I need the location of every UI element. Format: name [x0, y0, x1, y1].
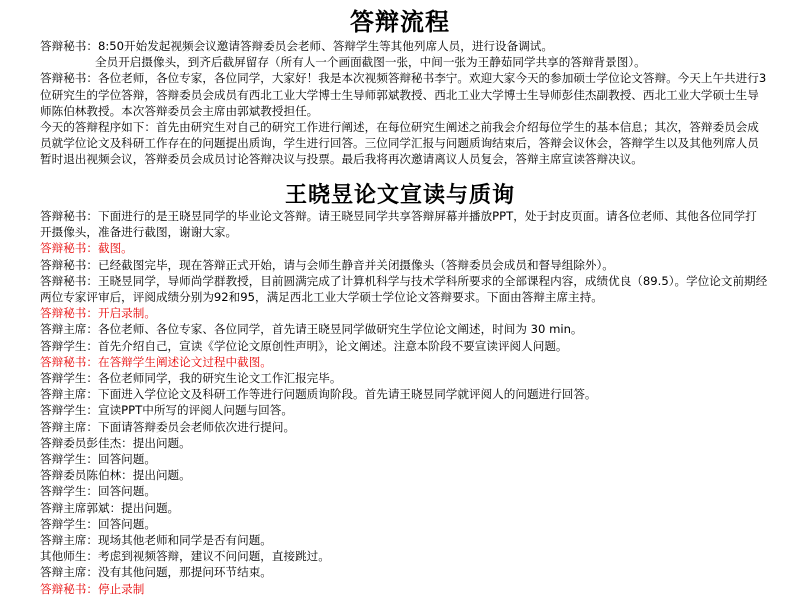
paragraph: 答辩秘书：停止录制 [40, 581, 145, 596]
paragraph: 答辩学生：宣读PPT中所写的评阅人问题与回答。 [40, 403, 293, 418]
paragraph: 答辩学生：回答问题。 [40, 452, 156, 467]
paragraph: 答辩秘书：8:50开始发起视频会议邀请答辩委员会老师、答辩学生等其他列席人员，进行设备调试。 [40, 39, 553, 53]
paragraph: 答辩主席：现场其他老师和同学是否有问题。 [40, 533, 272, 548]
section2-title: 王晓昱论文宣读与质询 [284, 183, 515, 208]
paragraph: 答辩秘书：王晓昱同学，导师尚学群教授，目前圆满完成了计算机科学与技术学科所要求的全部课程内容，成绩优良（89.5）。学位论文前期经两位专家评审后，评阅成绩分别为92和95，满足西北工业大学硕士学位论文答辩要求。下面由答辩主席主持。 [40, 273, 768, 305]
paragraph: 答辩学生：各位老师同学，我的研究生论文工作汇报完毕。 [40, 371, 342, 386]
section1-body [40, 38, 768, 168]
paragraph: 答辩秘书：下面进行的是王晓昱同学的毕业论文答辩。请王晓昱同学共享答辩屏幕并播放PPT，处于封皮页面。请各位老师、其他各位同学打开摄像头，准备进行截图，谢谢大家。 [40, 209, 757, 240]
paragraph: 其他师生：考虑到视频答辩，建议不问问题，直接跳过。 [40, 549, 330, 564]
paragraph: 答辩秘书：截图。 [40, 241, 133, 256]
paragraph: 答辩委员陈伯林：提出问题。 [40, 468, 191, 483]
paragraph: 答辩委员彭佳杰：提出问题。 [40, 435, 191, 450]
paragraph: 今天的答辩程序如下：首先由研究生对自己的研究工作进行阐述，在每位研究生阐述之前我会介绍每位学生的基本信息；其次，答辩委员会成员就学位论文及科研工作存在的问题提出质询，学生进行回答。三位同学汇报与问题质询结束后，答辩会议休会，答辩学生以及其他列席人员暂时退出视频会议，答辩委员会成员讨论答辩决议与投票。最后我将再次邀请离议人员复会，答辩主席宣读答辩决议。 [40, 120, 759, 167]
paragraph: 答辩主席郭斌：提出问题。 [40, 500, 180, 515]
paragraph: 答辩主席：下面请答辩委员会老师依次进行提问。 [40, 419, 296, 434]
paragraph: 答辩学生：首先介绍自己，宣读《学位论文原创性声明》，论文阐述。注意本阶段不要宣读评阅人问题。 [40, 338, 568, 353]
section2-body [40, 208, 768, 596]
paragraph: 答辩主席：没有其他问题，那提问环节结束。 [40, 565, 272, 580]
paragraph: 全员开启摄像头，到齐后截屏留存（所有人一个画面截图一张，中间一张为王静茹同学共享的答辩背景图）。 [95, 55, 646, 70]
paragraph: 答辩秘书：在答辩学生阐述论文过程中截图。 [40, 354, 272, 369]
paragraph: 答辩秘书：开启录制。 [40, 306, 156, 321]
paragraph: 答辩主席：各位老师、各位专家、各位同学，首先请王晓昱同学做研究生学位论文阐述，时间为 30 min。 [40, 322, 583, 337]
section1-title: 答辩流程 [350, 8, 450, 36]
paragraph: 答辩主席：下面进入学位论文及科研工作等进行问题质询阶段。首先请王晓昱同学就评阅人的问题进行回答。 [40, 387, 597, 402]
paragraph: 答辩学生：回答问题。 [40, 484, 156, 499]
paragraph: 答辩学生：回答问题。 [40, 516, 156, 531]
paragraph: 答辩秘书：已经截图完毕，现在答辩正式开始，请与会师生静音并关闭摄像头（答辩委员会成员和督导组除外）。 [40, 257, 614, 272]
paragraph: 答辩秘书：各位老师，各位专家，各位同学，大家好！我是本次视频答辩秘书李宁。欢迎大家今天的参加硕士学位论文答辩。今天上午共进行3位研究生的学位答辩，答辩委员会成员有西北工业大学博士生导师郭斌教授、西北工业大学博士生导师彭佳杰副教授、西北工业大学硕士生导师陈伯林教授。本次答辩委员会主席由郭斌教授担任。 [40, 71, 767, 118]
